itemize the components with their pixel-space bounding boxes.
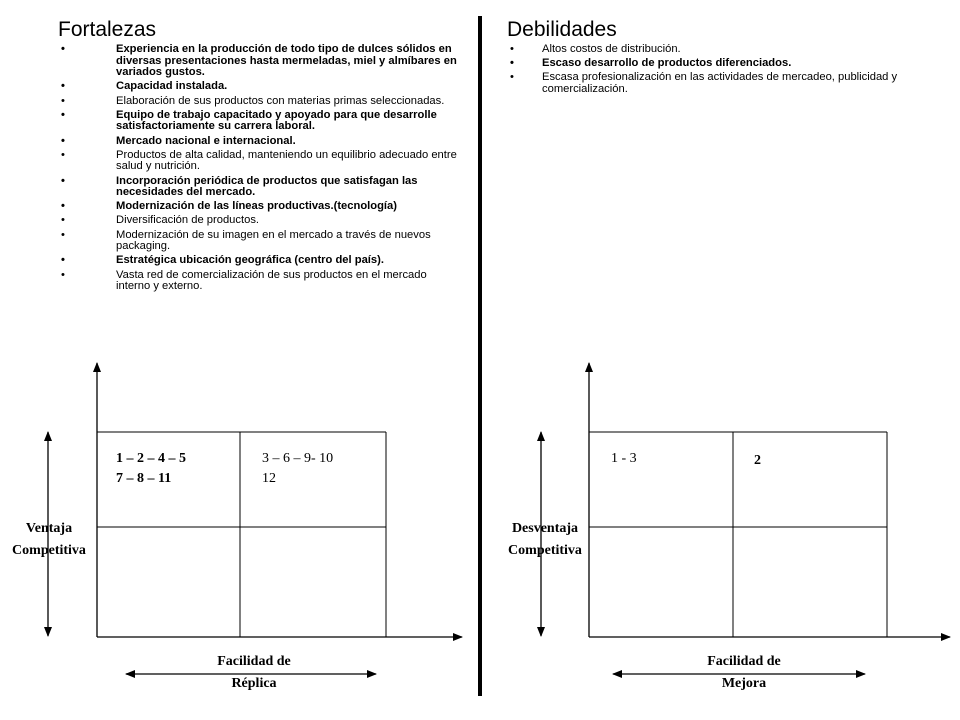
left-list-item-text: Equipo de trabajo capacitado y apoyado para que desarrolle satisfactoriamente su carrera laboral. (116, 108, 437, 133)
left-cell-top-right-line1: 3 – 6 – 9- 10 (262, 451, 334, 466)
bullet-icon: • (61, 134, 65, 147)
left-y-label-line1: Ventaja (25, 521, 73, 536)
left-list-item-text: Mercado nacional e internacional. (116, 134, 296, 147)
left-list-item-text: Incorporación periódica de productos que satisfagan las necesidades del mercado. (116, 174, 418, 199)
left-list-item-text: Estratégica ubicación geográfica (centro del país). (116, 254, 384, 267)
left-y-label-line2: Competitiva (12, 543, 86, 558)
left-cell-top-left-line1: 1 – 2 – 4 – 5 (116, 451, 186, 466)
left-matrix (48, 363, 462, 674)
left-cell-top-right-line2: 12 (262, 471, 276, 486)
bullet-icon: • (61, 228, 65, 241)
right-y-label (498, 518, 592, 562)
bullet-icon: • (61, 174, 65, 187)
bullet-icon: • (510, 71, 514, 84)
right-list-item-text: Altos costos de distribución. (542, 43, 681, 55)
left-list-item-text: Vasta red de comercialización de sus productos en el mercado interno y externo. (116, 268, 427, 293)
right-x-label (686, 651, 802, 695)
left-list-item-text: Modernización de su imagen en el mercado a través de nuevos packaging. (116, 228, 431, 253)
left-list-item-text: Capacidad instalada. (116, 80, 228, 93)
left-list-item-text: Elaboración de sus productos con materias primas seleccionadas. (116, 94, 445, 107)
bullet-icon: • (61, 148, 65, 161)
right-x-label-line1: Facilidad de (707, 654, 781, 669)
right-y-label-line1: Desventaja (511, 521, 579, 536)
bullet-icon: • (61, 94, 65, 107)
right-cell-top-left (611, 449, 637, 469)
right-cell-top-right-line1: 2 (754, 453, 761, 468)
left-cell-top-right (262, 449, 333, 489)
bullet-icon: • (61, 200, 65, 213)
fortalezas-title: Fortalezas (58, 18, 157, 41)
left-cell-top-left (116, 449, 186, 489)
left-x-label-line1: Facilidad de (217, 654, 291, 669)
bullet-icon: • (61, 268, 65, 281)
right-cell-top-left-line1: 1 - 3 (611, 451, 637, 466)
right-list-item-text: Escaso desarrollo de productos diferenciados. (542, 57, 792, 70)
left-y-label (6, 518, 92, 562)
bullet-icon: • (61, 43, 65, 55)
left-x-label (196, 651, 312, 695)
right-list-item-text: Escasa profesionalización en las actividades de mercadeo, publicidad y comercialización. (542, 71, 898, 95)
left-list-item-text: Diversificación de productos. (116, 214, 260, 227)
bullet-icon: • (61, 214, 65, 227)
left-cell-top-left-line2: 7 – 8 – 11 (116, 471, 172, 486)
bullet-icon: • (61, 80, 65, 93)
bullet-icon: • (61, 108, 65, 121)
right-y-label-line2: Competitiva (508, 543, 582, 558)
debilidades-title: Debilidades (507, 18, 617, 41)
bullet-icon: • (61, 254, 65, 267)
right-cell-top-right (754, 451, 761, 471)
left-list-item-text: Productos de alta calidad, manteniendo un equilibrio adecuado entre salud y nutrición. (116, 148, 457, 173)
left-x-label-line2: Réplica (231, 676, 277, 691)
right-x-label-line2: Mejora (721, 676, 767, 691)
left-list-item-text: Experiencia en la producción de todo tipo de dulces sólidos en diversas presentaciones hasta mermeladas, miel y almíbares en variados gustos. (116, 43, 457, 79)
right-matrix (541, 363, 950, 674)
left-list-item-text: Modernización de las líneas productivas.(tecnología) (116, 200, 397, 213)
bullet-icon: • (510, 43, 514, 55)
bullet-icon: • (510, 57, 514, 70)
